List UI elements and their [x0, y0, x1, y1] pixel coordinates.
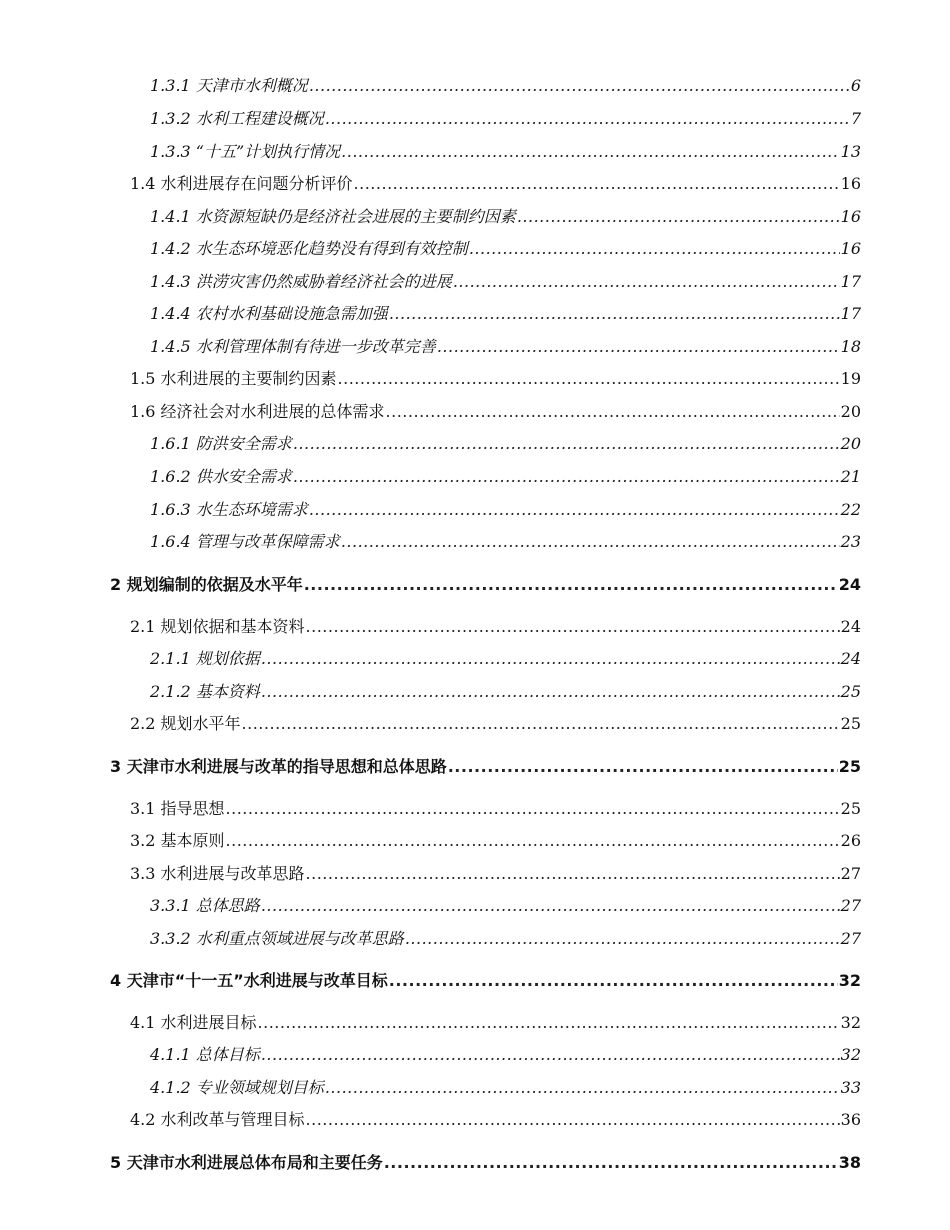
dot-leader [341, 141, 839, 163]
toc-entry[interactable] [110, 970, 861, 992]
dot-leader [306, 616, 840, 638]
toc-entry-title: 1.4.5 水利管理体制有待进一步改革完善 [150, 337, 436, 356]
dot-leader [261, 681, 840, 703]
toc-entry-page: 25 [840, 799, 861, 818]
toc-entry[interactable] [130, 830, 861, 852]
dot-leader [389, 970, 838, 992]
toc-entry-page: 20 [840, 434, 861, 453]
toc-entry-title: 1.4.1 水资源短缺仍是经济社会进展的主要制约因素 [150, 207, 516, 226]
toc-entry-page: 26 [840, 831, 861, 850]
toc-entry[interactable] [150, 108, 861, 130]
toc-entry-page: 18 [840, 337, 861, 356]
toc-entry-page: 32 [840, 1013, 861, 1032]
toc-entry-title: 1.6.4 管理与改革保障需求 [150, 532, 340, 551]
toc-entry[interactable] [150, 141, 861, 163]
dot-leader [226, 830, 840, 852]
toc-entry[interactable] [110, 574, 861, 596]
toc-entry[interactable] [110, 756, 861, 778]
toc-entry-page: 24 [838, 575, 861, 594]
toc-entry[interactable] [150, 238, 861, 260]
dot-leader [437, 336, 840, 358]
dot-leader [469, 238, 840, 260]
toc-entry[interactable] [150, 206, 861, 228]
dot-leader [261, 648, 840, 670]
toc-entry[interactable] [130, 1109, 861, 1131]
toc-entry-page: 16 [840, 174, 861, 193]
toc-entry-page: 13 [840, 142, 861, 161]
toc-entry[interactable] [150, 466, 861, 488]
toc-entry-title: 3 天津市水利进展与改革的指导思想和总体思路 [110, 757, 447, 776]
dot-leader [325, 1077, 840, 1099]
toc-entry-page: 38 [838, 1153, 861, 1172]
toc-entry-page: 36 [840, 1110, 861, 1129]
toc-entry-page: 21 [840, 467, 861, 486]
toc-entry-page: 27 [840, 864, 861, 883]
dot-leader [261, 895, 840, 917]
toc-entry-title: 2.2 规划水平年 [130, 714, 241, 733]
toc-entry-title: 1.3.3 “十五”计划执行情况 [150, 142, 341, 161]
toc-entry-page: 25 [840, 714, 861, 733]
toc-entry[interactable] [150, 1077, 861, 1099]
dot-leader [338, 368, 840, 390]
toc-entry-title: 4 天津市“十一五”水利进展与改革目标 [110, 971, 388, 990]
toc-entry-title: 1.5 水利进展的主要制约因素 [130, 369, 337, 388]
toc-entry-page: 27 [840, 929, 861, 948]
toc-entry-page: 16 [840, 207, 861, 226]
toc-entry[interactable] [130, 368, 861, 390]
toc-entry-page: 27 [840, 896, 861, 915]
dot-leader [261, 1044, 840, 1066]
toc-entry-title: 1.3.2 水利工程建设概况 [150, 109, 324, 128]
toc-entry-page: 24 [840, 617, 861, 636]
toc-entry[interactable] [150, 681, 861, 703]
toc-entry-page: 20 [840, 402, 861, 421]
dot-leader [293, 466, 840, 488]
toc-entry-title: 4.2 水利改革与管理目标 [130, 1110, 305, 1129]
toc-entry-title: 3.3.1 总体思路 [150, 896, 260, 915]
toc-entry-page: 33 [840, 1078, 861, 1097]
toc-entry[interactable] [150, 75, 861, 97]
toc-entry-title: 5 天津市水利进展总体布局和主要任务 [110, 1153, 383, 1172]
toc-entry-page: 19 [840, 369, 861, 388]
toc-entry-title: 2.1 规划依据和基本资料 [130, 617, 305, 636]
dot-leader [389, 303, 840, 325]
dot-leader [242, 713, 840, 735]
toc-entry[interactable] [150, 1044, 861, 1066]
toc-entry-page: 22 [840, 500, 861, 519]
toc-entry-title: 3.3.2 水利重点领域进展与改革思路 [150, 929, 404, 948]
toc-entry[interactable] [110, 1152, 861, 1174]
toc-entry-title: 1.4 水利进展存在问题分析评价 [130, 174, 353, 193]
toc-entry-title: 2 规划编制的依据及水平年 [110, 575, 303, 594]
dot-leader [405, 928, 840, 950]
toc-entry[interactable] [150, 433, 861, 455]
toc-entry-title: 1.4.4 农村水利基础设施急需加强 [150, 304, 388, 323]
dot-leader [453, 271, 840, 293]
toc-entry[interactable] [130, 798, 861, 820]
toc-entry-title: 1.6 经济社会对水利进展的总体需求 [130, 402, 385, 421]
toc-entry-title: 1.4.2 水生态环境恶化趋势没有得到有效控制 [150, 239, 468, 258]
toc-entry[interactable] [150, 336, 861, 358]
toc-entry[interactable] [130, 173, 861, 195]
toc-entry-title: 1.3.1 天津市水利概况 [150, 76, 308, 95]
toc-entry-title: 3.3 水利进展与改革思路 [130, 864, 305, 883]
toc-entry[interactable] [130, 1012, 861, 1034]
dot-leader [226, 798, 840, 820]
toc-entry-page: 23 [840, 532, 861, 551]
dot-leader [384, 1152, 838, 1174]
toc-entry-title: 3.1 指导思想 [130, 799, 225, 818]
toc-entry[interactable] [150, 648, 861, 670]
dot-leader [354, 173, 840, 195]
toc-entry-title: 1.4.3 洪涝灾害仍然威胁着经济社会的进展 [150, 272, 452, 291]
toc-entry[interactable] [150, 928, 861, 950]
toc-entry-page: 32 [838, 971, 861, 990]
toc-entry-page: 24 [840, 649, 861, 668]
toc-entry-page: 7 [850, 109, 861, 128]
toc-entry-title: 2.1.1 规划依据 [150, 649, 260, 668]
toc-entry-page: 16 [840, 239, 861, 258]
toc-entry[interactable] [150, 303, 861, 325]
toc-entry-title: 4.1.2 专业领域规划目标 [150, 1078, 324, 1097]
toc-entry-page: 32 [840, 1045, 861, 1064]
dot-leader [306, 863, 840, 885]
toc-entry-page: 6 [850, 76, 861, 95]
toc-entry[interactable] [130, 713, 861, 735]
toc-entry-title: 4.1.1 总体目标 [150, 1045, 260, 1064]
toc-entry-title: 1.6.2 供水安全需求 [150, 467, 292, 486]
dot-leader [386, 401, 840, 423]
dot-leader [258, 1012, 840, 1034]
toc-entry[interactable] [150, 499, 861, 521]
dot-leader [293, 433, 840, 455]
toc-entry-title: 2.1.2 基本资料 [150, 682, 260, 701]
toc-entry[interactable] [130, 401, 861, 423]
toc-entry-page: 25 [840, 682, 861, 701]
toc-entry-title: 1.6.3 水生态环境需求 [150, 500, 308, 519]
toc-entry[interactable] [130, 616, 861, 638]
toc-entry[interactable] [150, 531, 861, 553]
toc-entry-title: 4.1 水利进展目标 [130, 1013, 257, 1032]
dot-leader [325, 108, 850, 130]
dot-leader [341, 531, 840, 553]
dot-leader [517, 206, 840, 228]
toc-entry[interactable] [130, 863, 861, 885]
toc-entry-page: 25 [838, 757, 861, 776]
dot-leader [306, 1109, 840, 1131]
toc-entry-title: 3.2 基本原则 [130, 831, 225, 850]
dot-leader [309, 75, 850, 97]
toc-entry-title: 1.6.1 防洪安全需求 [150, 434, 292, 453]
toc-entry[interactable] [150, 895, 861, 917]
toc-entry[interactable] [150, 271, 861, 293]
dot-leader [304, 574, 838, 596]
toc-entry-page: 17 [840, 272, 861, 291]
dot-leader [448, 756, 838, 778]
dot-leader [309, 499, 840, 521]
toc-entry-page: 17 [840, 304, 861, 323]
